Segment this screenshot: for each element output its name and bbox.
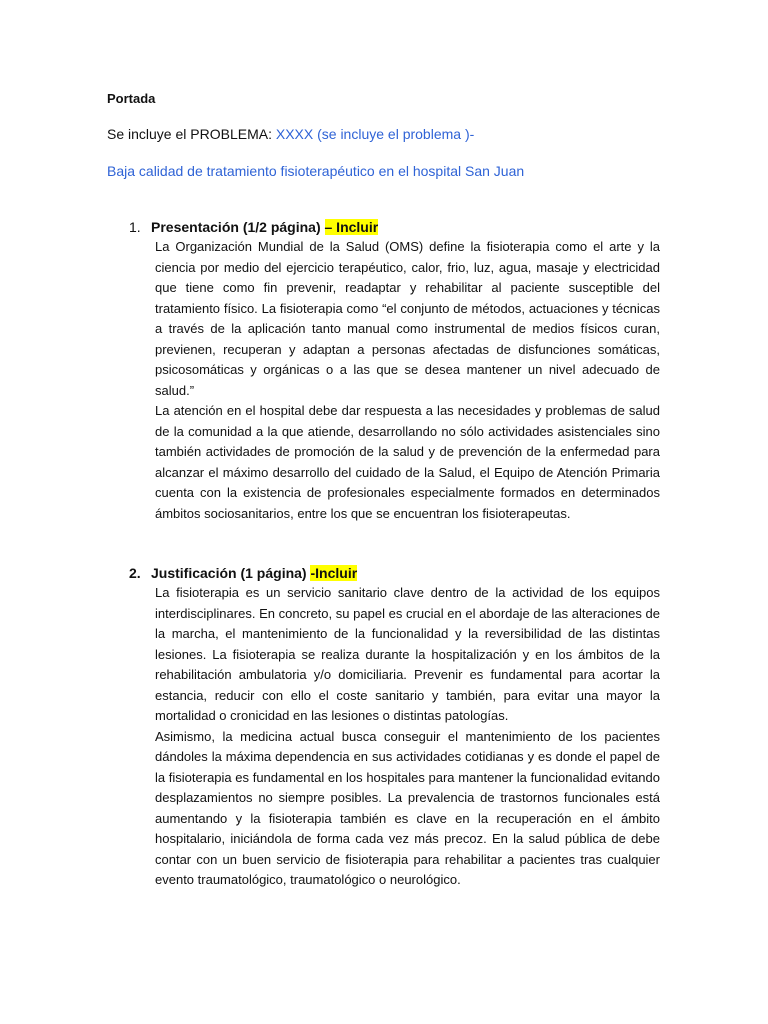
cover-label: Portada <box>107 91 156 106</box>
paragraph: Asimismo, la medicina actual busca conseguir el mantenimiento de los pacientes dándoles la máxima dependencia en sus actividades cotidianas y es donde el papel de la fisioterapia es fundamental en los hospitales para mantener la funcionalidad evitando desplazamientos no siempre posibles. La prevalencia de trastornos funcionales está aumentando y la fisioterapia también es clave en la recuperación en el ámbito hospitalario, iniciándola de forma cada vez más precoz. En la salud pública de debe contar con un buen servicio de fisioterapia para rehabilitar a pacientes tras cualquier evento traumatológico, traumatológico o neurológico. <box>155 728 660 887</box>
section-title: Presentación (1/2 página) <box>151 219 325 235</box>
include-tag: -Incluir <box>310 565 358 581</box>
section-number: 1. <box>129 219 141 235</box>
problem-prefix: Se incluye el PROBLEMA: <box>107 126 276 142</box>
section-heading <box>129 563 661 583</box>
section-body <box>155 583 660 891</box>
problem-line <box>107 126 474 142</box>
section-justificacion <box>129 563 661 891</box>
section-heading <box>129 217 661 237</box>
include-tag: – Incluir <box>324 219 379 235</box>
problem-placeholder: XXXX (se incluye el problema )- <box>275 126 475 142</box>
section-number: 2. <box>129 565 141 581</box>
section-presentacion <box>129 217 661 524</box>
paragraph: La fisioterapia es un servicio sanitario clave dentro de la actividad de los equipos interdisciplinares. En concreto, su papel es crucial en el abordaje de las alteraciones de la marcha, el mantenimiento de la funcionalidad y la reversibilidad de las distintas lesiones. La fisioterapia se realiza durante la hospitalización y en los ámbitos de la rehabilitación ambulatoria y/o domiciliaria. Prevenir es fundamental para acortar la estancia, reducir con ello el coste sanitario y también, para evitar una mayor la mortalidad o cronicidad en las lesiones o distintas patologías. <box>155 585 660 723</box>
paragraph: La Organización Mundial de la Salud (OMS) define la fisioterapia como el arte y la ciencia por medio del ejercicio terapéutico, calor, frio, luz, agua, masaje y electricidad que tiene como fin prevenir, readaptar y rehabilitar al paciente susceptible del tratamiento físico. La fisioterapia como “el conjunto de métodos, actuaciones y técnicas a través de la aplicación tanto manual como instrumental de medios físicos curan, previenen, recuperan y adaptan a personas afectadas de disfunciones somáticas, psicosomáticas y orgánicas o a las que se desea mantener un nivel adecuado de salud.” <box>155 239 660 398</box>
section-title: Justificación (1 página) <box>151 565 311 581</box>
section-body <box>155 237 660 524</box>
paragraph: La atención en el hospital debe dar respuesta a las necesidades y problemas de salud de la comunidad a la que atiende, desarrollando no sólo actividades asistenciales sino también actividades de promoción de la salud y de prevención de la enfermedad para alcanzar el máximo desarrollo del cuidado de la Salud, el Equipo de Atención Primaria cuenta con la existencia de profesionales especialmente formados en determinados ámbitos sociosanitarios, entre los que se encuentran los fisioterapeutas. <box>155 403 660 521</box>
problem-title: Baja calidad de tratamiento fisioterapéutico en el hospital San Juan <box>107 163 525 179</box>
